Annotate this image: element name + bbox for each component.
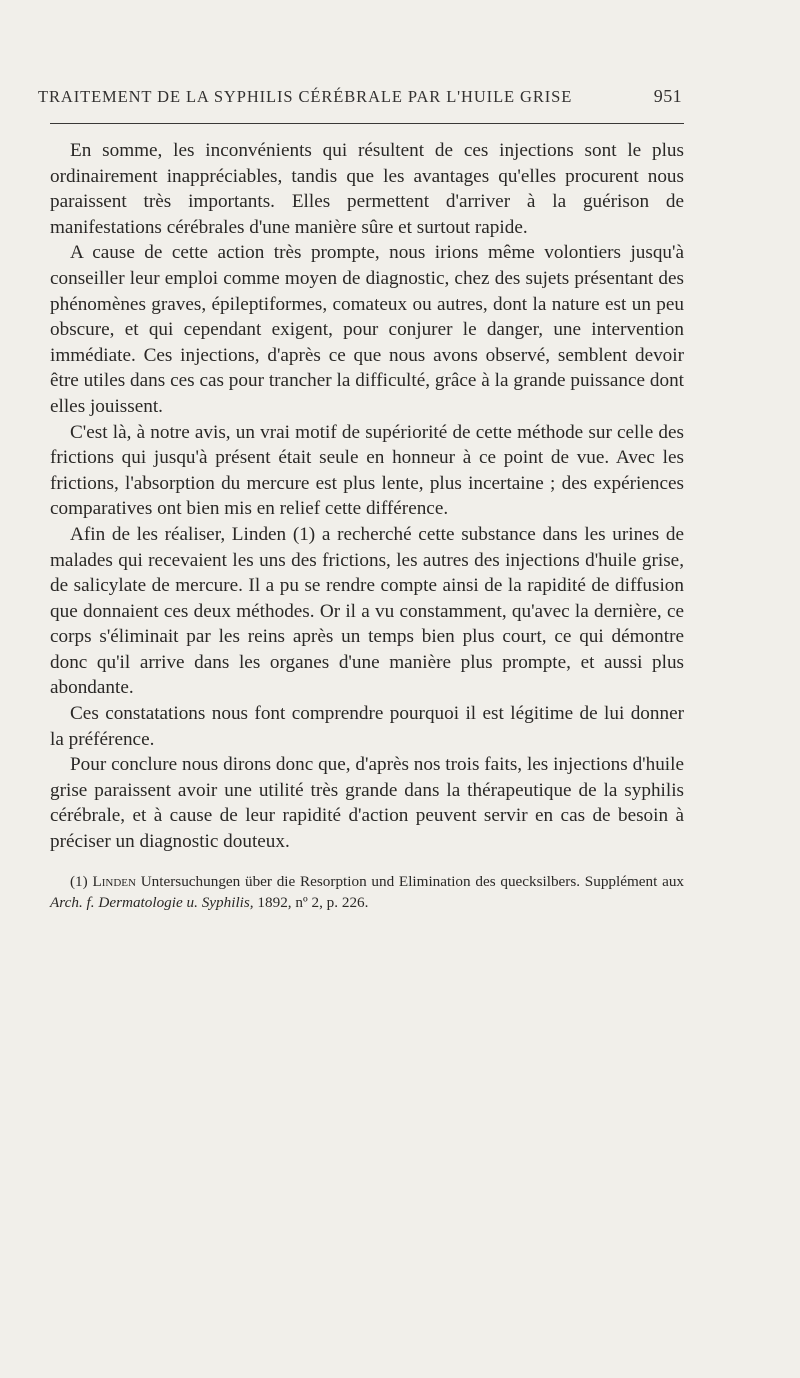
paragraph: Ces constatations nous font comprendre pourquoi il est légitime de lui donner la préférence. <box>50 703 684 750</box>
footnote-text-part-1: Untersuchungen über die Resorption und Elimination des quecksilbers. Supplément aux <box>140 872 685 890</box>
paragraph: Pour conclure nous dirons donc que, d'après nos trois faits, les injections d'huile grise paraissent avoir une utilité très grande dans la thérapeutique de la syphilis cérébrale, et à cause de leur rapidité d'action peuvent servir en cas de besoin à préciser un diagnostic douteux. <box>50 754 684 853</box>
paragraph: Afin de les réaliser, Linden (1) a recherché cette substance dans les urines de malades qui recevaient les uns des frictions, les autres des injections d'huile grise, de salicylate de mercure. Il a pu se rendre compte ainsi de la rapidité de diffusion que donnaient ces deux méthodes. Or il a vu constamment, qu'avec la dernière, ce corps s'éliminait par les reins après un temps bien plus court, ce qui démontre donc qu'il arrive dans les organes d'une manière plus prompte, et aussi plus abondante. <box>50 523 684 699</box>
paragraph: En somme, les inconvénients qui résultent de ces injections sont le plus ordinairement inappréciables, tandis que les avantages qu'elles procurent nous paraissent très importants. Elles permettent d'arriver à la guérison de manifestations cérébrales d'une manière sûre et surtout rapide. <box>50 140 684 238</box>
footnote-number: (1) <box>70 872 88 890</box>
document-page <box>38 86 685 913</box>
running-header <box>38 86 684 107</box>
footnote-text-part-2: 1892, nº 2, p. 226. <box>257 893 369 911</box>
footnote-text <box>50 871 684 913</box>
body-text <box>50 138 684 855</box>
page-number: 951 <box>653 86 682 106</box>
footnote <box>50 871 684 913</box>
paragraph: C'est là, à notre avis, un vrai motif de supériorité de cette méthode sur celle des frictions qui jusqu'à présent était seule en honneur à ce point de vue. Avec les frictions, l'absorption du mercure est plus lente, plus incertaine ; des expériences comparatives ont bien mis en relief cette différence. <box>50 421 684 520</box>
footnote-author: Linden <box>92 872 136 890</box>
header-rule <box>50 123 684 124</box>
paragraph: A cause de cette action très prompte, nous irions même volontiers jusqu'à conseiller leur emploi comme moyen de diagnostic, chez des sujets présentant des phénomènes graves, épileptiformes, comateux ou autres, dont la nature est un peu obscure, et qui cependant exigent, pour conjurer le danger, une intervention immédiate. Ces injections, d'après ce que nous avons observé, semblent devoir être utiles dans ces cas pour trancher la difficulté, grâce à la grande puissance dont elles jouissent. <box>50 242 684 417</box>
footnote-journal: Arch. f. Dermatologie u. Syphilis, <box>50 893 254 911</box>
running-title: TRAITEMENT DE LA SYPHILIS CÉRÉBRALE PAR L'HUILE GRISE <box>38 87 573 106</box>
